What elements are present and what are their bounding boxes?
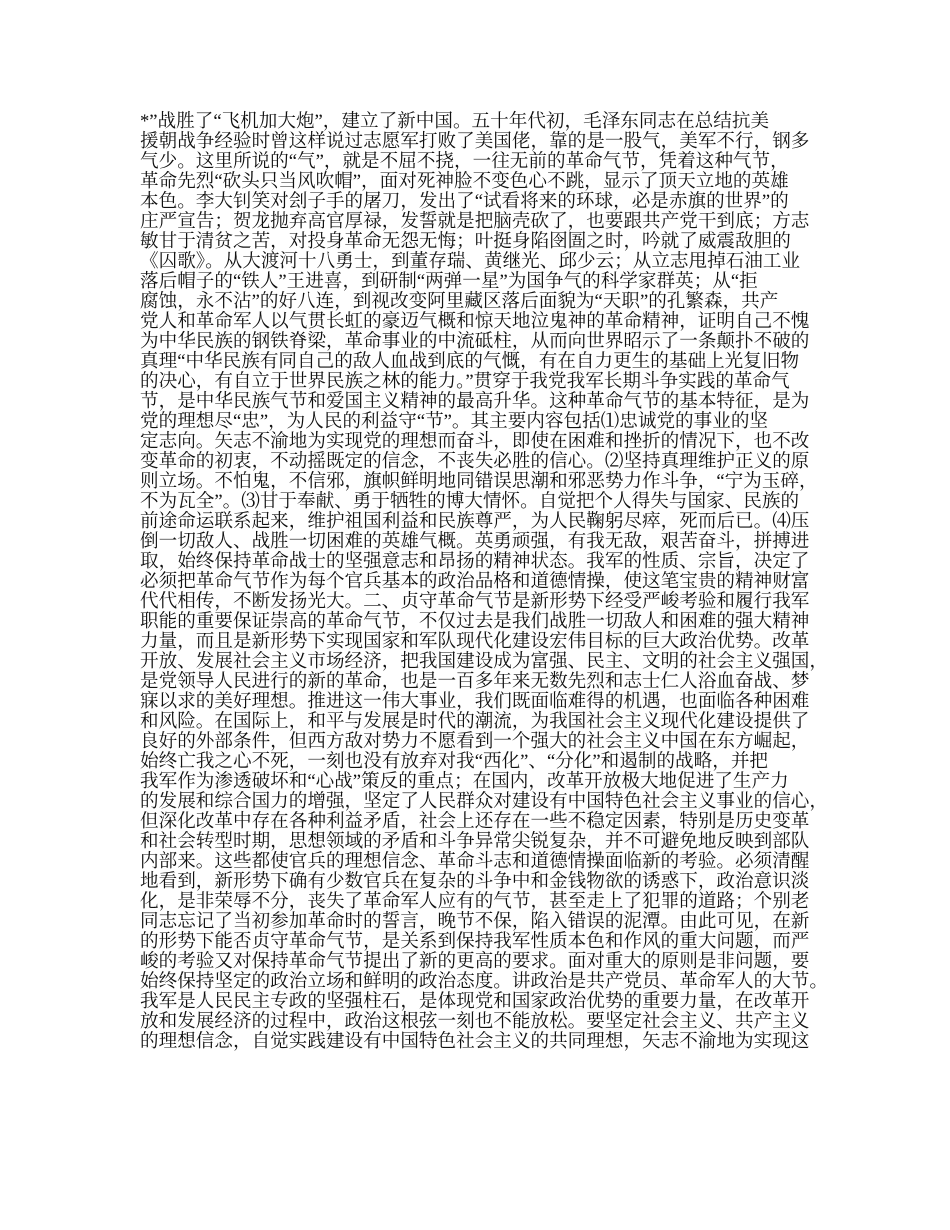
text-line: 寐以求的美好理想。推进这一伟大事业，我们既面临难得的机遇，也面临各种困难 bbox=[140, 691, 810, 712]
text-line: 腐蚀，永不沾”的好八连，到视改变阿里藏区落后面貌为“天职”的孔繁森，共产 bbox=[140, 291, 779, 312]
text-line: 取，始终保持革命战士的坚强意志和昂扬的精神状态。我军的性质、宗旨，决定了 bbox=[140, 551, 810, 572]
text-line: 同志忘记了当初参加革命时的誓言，晚节不保，陷入错误的泥潭。由此可见，在新 bbox=[140, 911, 810, 932]
text-line: 代代相传，不断发扬光大。二、贞守革命气节是新形势下经受严峻考验和履行我军 bbox=[140, 591, 810, 612]
text-line: 和风险。在国际上，和平与发展是时代的潮流，为我国社会主义现代化建设提供了 bbox=[140, 711, 810, 732]
text-line: 援朝战争经验时曾这样说过志愿军打败了美国佬，靠的是一股气，美军不行，钢多 bbox=[140, 131, 810, 152]
text-line: 我军是人民民主专政的坚强柱石，是体现党和国家政治优势的重要力量，在改革开 bbox=[140, 991, 810, 1012]
text-line: 但深化改革中存在各种利益矛盾，社会上还存在一些不稳定因素，特别是历史变革 bbox=[140, 811, 810, 832]
text-line: 真理“中华民族有同自己的敌人血战到底的气慨，有在自力更生的基础上光复旧物 bbox=[140, 351, 800, 372]
text-line: 气少。这里所说的“气”，就是不屈不挠，一往无前的革命气节，凭着这种气节， bbox=[140, 151, 789, 172]
text-line: 峻的考验又对保持革命气节提出了新的更高的要求。面对重大的原则是非问题，要 bbox=[140, 951, 810, 972]
text-line: 本色。李大钊笑对刽子手的屠刀，发出了“试看将来的环球，必是赤旗的世界”的 bbox=[140, 191, 789, 212]
text-line: 的理想信念，自觉实践建设有中国特色社会主义的共同理想，矢志不渝地为实现这 bbox=[140, 1031, 810, 1052]
text-line: 为中华民族的钢铁脊梁，革命事业的中流砥柱，从而向世界昭示了一条颠扑不破的 bbox=[140, 331, 810, 352]
text-line: 的发展和综合国力的增强，坚定了人民群众对建设有中国特色社会主义事业的信心， bbox=[140, 791, 828, 812]
text-line: 变革命的初衷，不动摇既定的信念，不丧失必胜的信心。⑵坚持真理维护正义的原 bbox=[140, 451, 810, 472]
text-line: 力量，而且是新形势下实现国家和军队现代化建设宏伟目标的巨大政治优势。改革 bbox=[140, 631, 810, 652]
text-line: 党的理想尽“忠”，为人民的利益守“节”。其主要内容包括⑴忠诚党的事业的坚 bbox=[140, 411, 769, 432]
text-line: 和社会转型时期，思想领域的矛盾和斗争异常尖锐复杂，并不可避免地反映到部队 bbox=[140, 831, 810, 852]
text-line: 节，是中华民族气节和爱国主义精神的最高升华。这种革命气节的基本特征，是为 bbox=[140, 391, 810, 412]
text-line: 不为瓦全”。⑶甘于奉献、勇于牺牲的博大情怀。自觉把个人得失与国家、民族的 bbox=[140, 491, 800, 512]
text-line: 《囚歌》。从大渡河十八勇士，到董存瑞、黄继光、邱少云；从立志甩掉石油工业 bbox=[140, 251, 801, 272]
document-body bbox=[140, 112, 840, 1052]
text-line: *”战胜了“飞机加大炮”，建立了新中国。五十年代初，毛泽东同志在总结抗美 bbox=[140, 111, 770, 132]
text-line: 的形势下能否贞守革命气节，是关系到保持我军性质本色和作风的重大问题，而严 bbox=[140, 931, 810, 952]
text-line: 落后帽子的“铁人”王进喜，到研制“两弹一星”为国争气的科学家群英；从“拒 bbox=[140, 271, 758, 292]
text-line: 始终保持坚定的政治立场和鲜明的政治态度。讲政治是共产党员、革命军人的大节。 bbox=[140, 971, 828, 992]
text-line: 我军作为渗透破坏和“心战”策反的重点；在国内，改革开放极大地促进了生产力 bbox=[140, 771, 789, 792]
text-line: 化，是非荣辱不分，丧失了革命军人应有的气节，甚至走上了犯罪的道路；个别老 bbox=[140, 891, 810, 912]
text-line: 庄严宣告；贺龙抛弃高官厚禄，发誓就是把脑壳砍了，也要跟共产党干到底；方志 bbox=[140, 211, 810, 232]
text-line: 革命先烈“砍头只当风吹帽”，面对死神脸不变色心不跳，显示了顶天立地的英雄 bbox=[140, 171, 789, 192]
text-line: 内部来。这些都使官兵的理想信念、革命斗志和道德情操面临新的考验。必须清醒 bbox=[140, 851, 810, 872]
text-line: 的决心，有自立于世界民族之林的能力。”贯穿于我党我军长期斗争实践的革命气 bbox=[140, 371, 790, 392]
text-line: 前途命运联系起来，维护祖国利益和民族尊严，为人民鞠躬尽瘁，死而后已。⑷压 bbox=[140, 511, 810, 532]
text-line: 职能的重要保证崇高的革命气节，不仅过去是我们战胜一切敌人和困难的强大精神 bbox=[140, 611, 810, 632]
text-line: 是党领导人民进行的新的革命，也是一百多年来无数先烈和志士仁人浴血奋战、梦 bbox=[140, 671, 810, 692]
text-line: 定志向。矢志不渝地为实现党的理想而奋斗，即使在困难和挫折的情况下，也不改 bbox=[140, 431, 810, 452]
text-line: 必须把革命气节作为每个官兵基本的政治品格和道德情操，使这笔宝贵的精神财富 bbox=[140, 571, 810, 592]
text-line: 始终亡我之心不死，一刻也没有放弃对我“西化”、“分化”和遏制的战略，并把 bbox=[140, 751, 769, 772]
text-line: 倒一切敌人、战胜一切困难的英雄气概。英勇顽强，有我无敌，艰苦奋斗，拼搏进 bbox=[140, 531, 810, 552]
text-line: 放和发展经济的过程中，政治这根弦一刻也不能放松。要坚定社会主义、共产主义 bbox=[140, 1011, 810, 1032]
text-line: 良好的外部条件，但西方敌对势力不愿看到一个强大的社会主义中国在东方崛起， bbox=[140, 731, 810, 752]
text-line: 则立场。不怕鬼，不信邪，旗帜鲜明地同错误思潮和邪恶势力作斗争，“宁为玉碎， bbox=[140, 471, 818, 492]
text-line: 党人和革命军人以气贯长虹的豪迈气概和惊天地泣鬼神的革命精神，证明自己不愧 bbox=[140, 311, 810, 332]
text-line: 开放、发展社会主义市场经济，把我国建设成为富强、民主、文明的社会主义强国， bbox=[140, 651, 828, 672]
text-line: 地看到，新形势下确有少数官兵在复杂的斗争中和金钱物欲的诱惑下，政治意识淡 bbox=[140, 871, 810, 892]
text-line: 敏甘于清贫之苦，对投身革命无怨无悔；叶挺身陷囹圄之时，吟就了威震敌胆的 bbox=[140, 231, 791, 252]
